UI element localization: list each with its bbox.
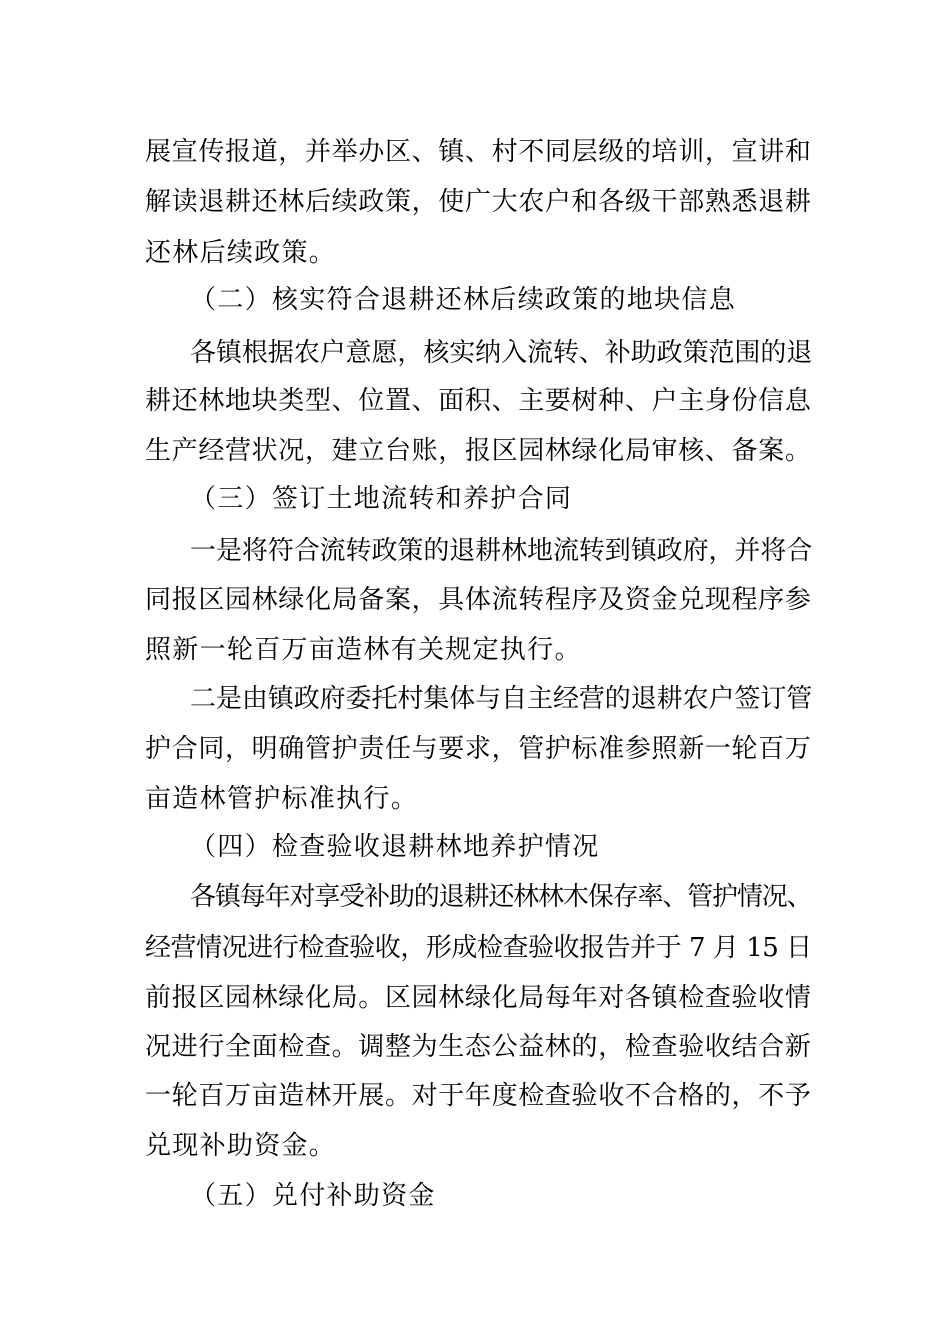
- body-text-line: 生产经营状况，建立台账，报区园林绿化局审核、备案。: [145, 436, 812, 466]
- paragraph-first-line: 一是将符合流转政策的退耕林地流转到镇政府，并将合: [190, 536, 813, 566]
- section-heading-4: （四）检查验收退耕林地养护情况: [190, 832, 600, 862]
- section-heading-3: （三）签订土地流转和养护合同: [190, 484, 573, 514]
- section-heading-5: （五）兑付补助资金: [190, 1181, 436, 1211]
- body-text-line: 护合同，明确管护责任与要求，管护标准参照新一轮百万: [145, 734, 812, 764]
- body-text-line: 亩造林管护标准执行。: [145, 784, 419, 814]
- body-text-line: 前报区园林绿化局。区园林绿化局每年对各镇检查验收情: [145, 983, 812, 1013]
- section-heading-2: （二）核实符合退耕还林后续政策的地块信息: [190, 285, 737, 315]
- body-text-line: 照新一轮百万亩造林有关规定执行。: [145, 635, 582, 665]
- paragraph-first-line: 二是由镇政府委托村集体与自主经营的退耕农户签订管: [190, 684, 813, 714]
- body-text-line: 经营情况进行检查验收，形成检查验收报告并于 7 月 15 日: [145, 933, 812, 963]
- body-text-line: 展宣传报道，并举办区、镇、村不同层级的培训，宣讲和: [145, 137, 812, 167]
- body-text-line: 还林后续政策。: [145, 238, 337, 268]
- body-text-line: 况进行全面检查。调整为生态公益林的，检查验收结合新: [145, 1032, 812, 1062]
- paragraph-first-line: 各镇根据农户意愿，核实纳入流转、补助政策范围的退: [190, 338, 813, 368]
- body-text-line: 解读退耕还林后续政策，使广大农户和各级干部熟悉退耕: [145, 187, 812, 217]
- body-text-line: 同报区园林绿化局备案，具体流转程序及资金兑现程序参: [145, 585, 812, 615]
- body-text-line: 一轮百万亩造林开展。对于年度检查验收不合格的，不予: [145, 1081, 812, 1111]
- body-text-line: 耕还林地块类型、位置、面积、主要树种、户主身份信息: [145, 386, 812, 416]
- body-text-line: 兑现补助资金。: [145, 1131, 337, 1161]
- paragraph-first-line: 各镇每年对享受补助的退耕还林林木保存率、管护情况、: [190, 882, 812, 912]
